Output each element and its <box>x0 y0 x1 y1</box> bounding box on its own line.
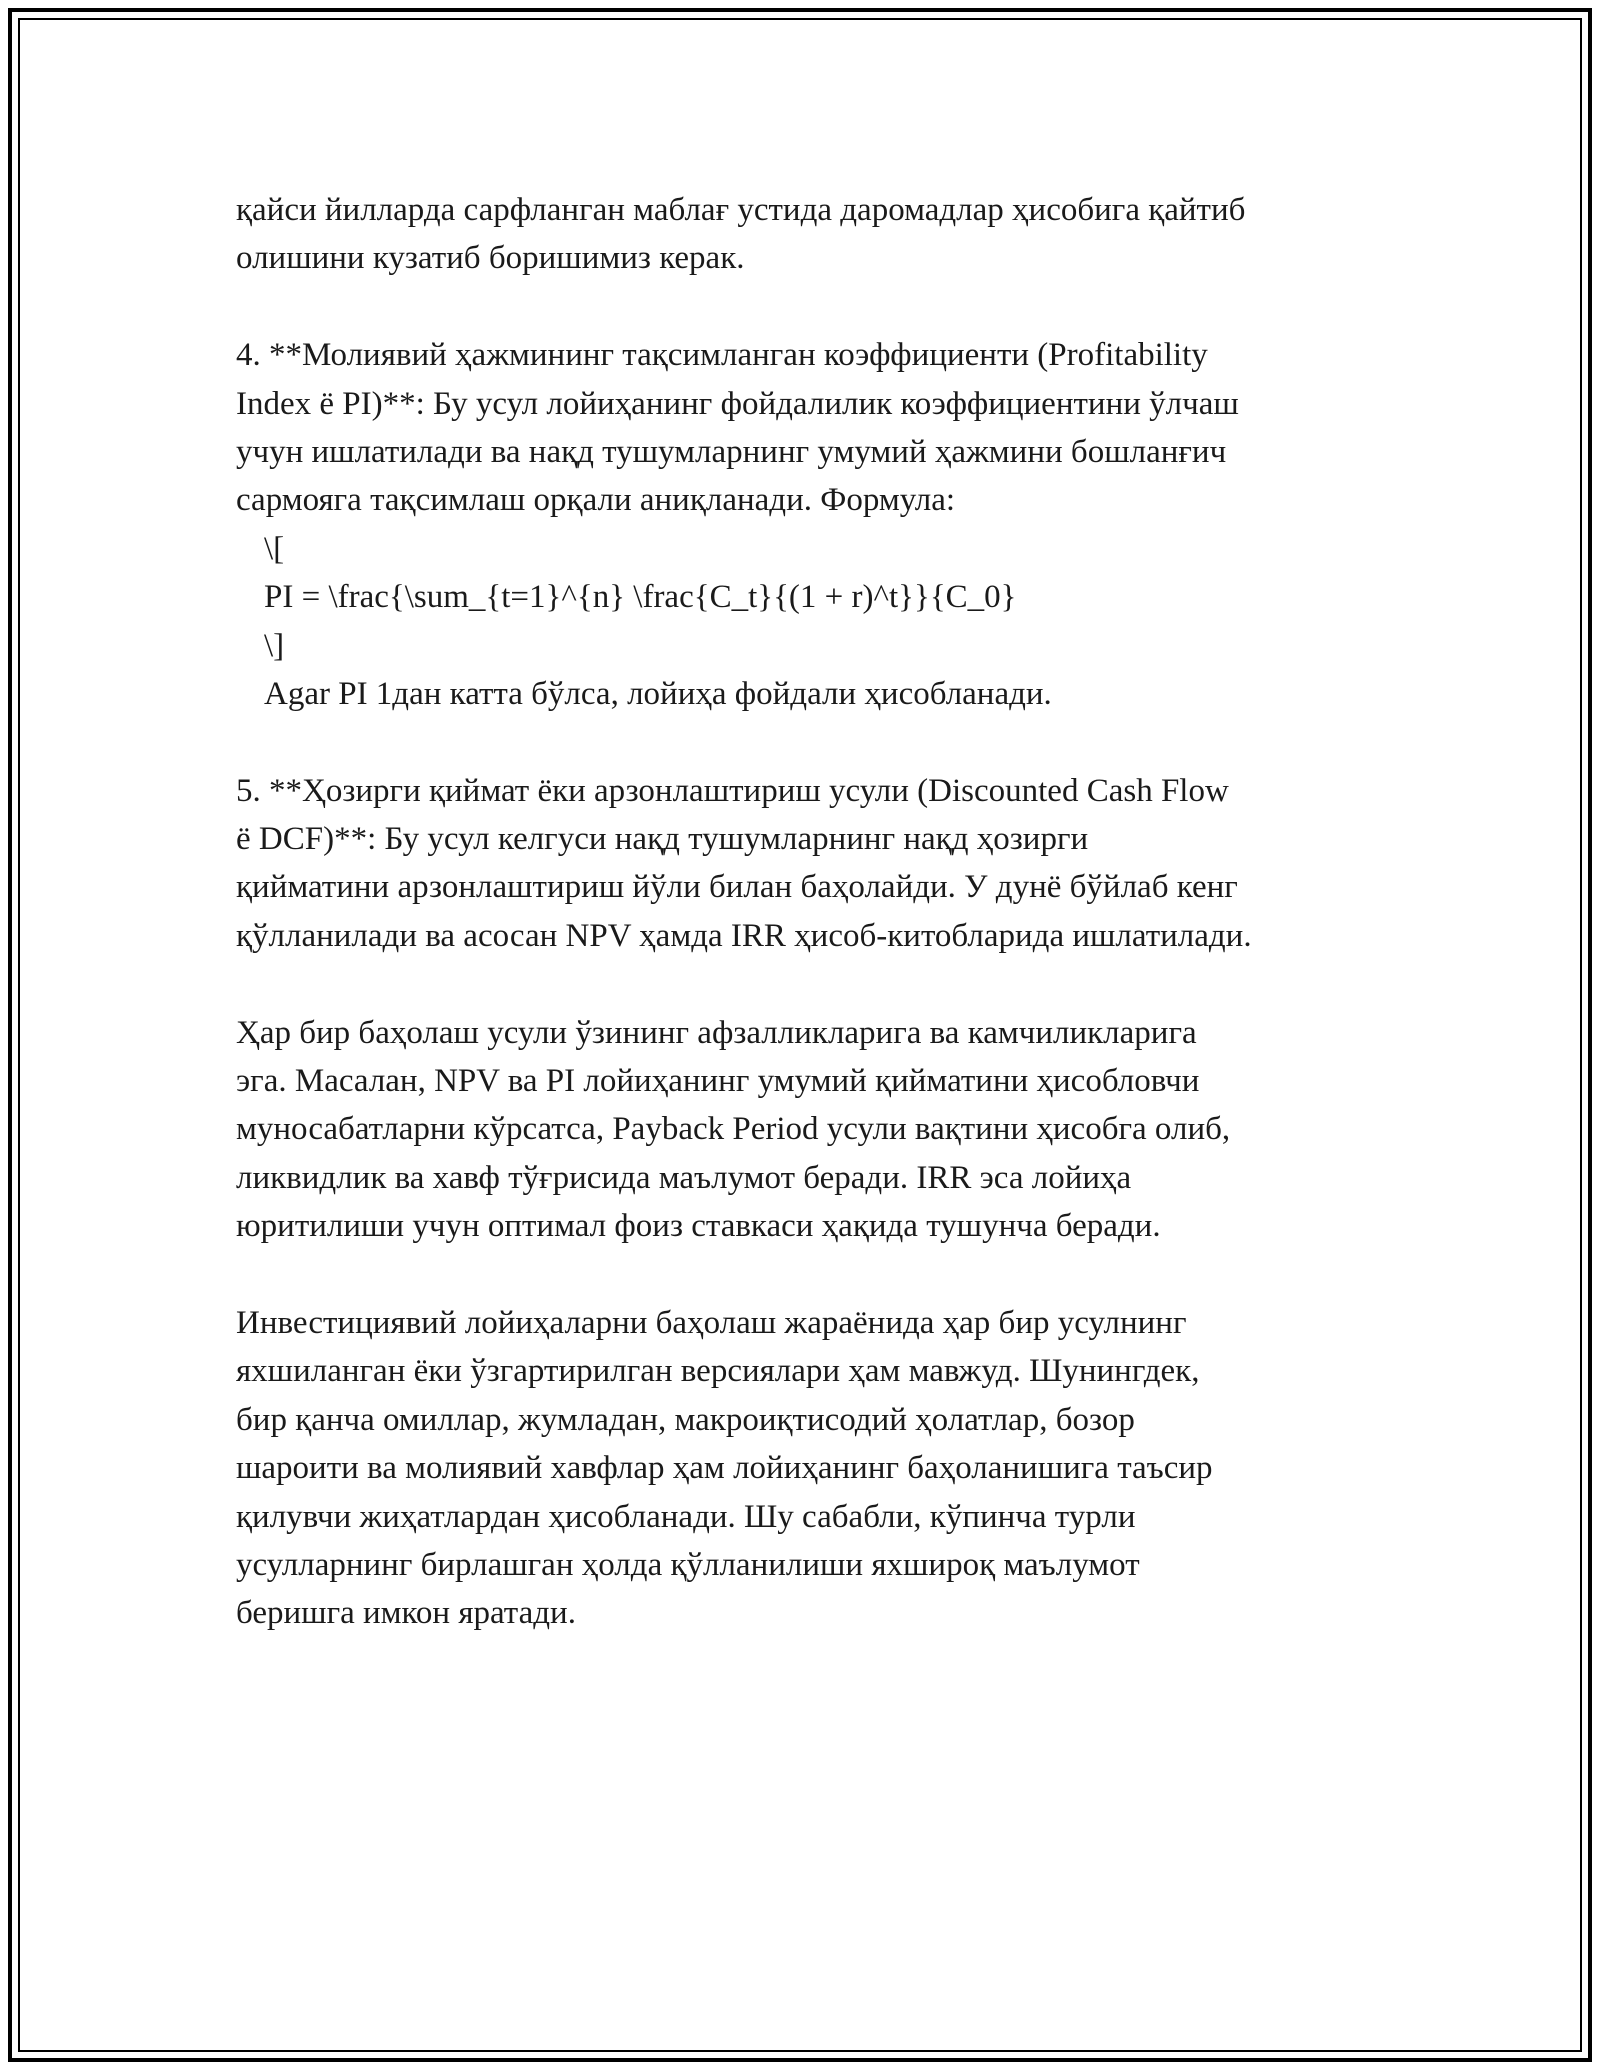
text-line: ё DCF)**: Бу усул келгуси нақд тушумларнинг нақд ҳозирги <box>236 821 1089 858</box>
text-line: Index ё PI)**: Бу усул лойиҳанинг фойдалилик коэффициентини ўлчаш <box>236 385 1239 422</box>
paragraph-gap <box>236 718 1386 766</box>
text-line: Ҳар бир баҳолаш усули ўзининг афзалликларига ва камчиликларига <box>236 1014 1197 1051</box>
paragraph-gap <box>236 283 1386 331</box>
text-line: қийматини арзонлаштириш йўли билан баҳолайди. У дунё бўйлаб кенг <box>236 869 1238 906</box>
text-line: сармояга тақсимлаш орқали аниқланади. Формула: <box>236 482 956 519</box>
paragraph-continuation <box>236 186 1386 283</box>
text-line: шароити ва молиявий хавфлар ҳам лойиҳанинг баҳоланишига таъсир <box>236 1450 1213 1487</box>
text-line: Инвестициявий лойиҳаларни баҳолаш жараёнида ҳар бир усулнинг <box>236 1304 1187 1341</box>
text-line: қайси йилларда сарфланган маблағ устида даромадлар ҳисобига қайтиб <box>236 192 1246 228</box>
formula-open: \[ <box>264 530 285 567</box>
formula-block <box>236 525 1386 719</box>
text-line: ликвидлик ва хавф тўғрисида маълумот беради. IRR эса лойиҳа <box>236 1159 1132 1196</box>
text-line: қўлланилади ва асосан NPV ҳамда IRR ҳисоб-китобларида ишлатилади. <box>236 917 1252 954</box>
paragraph-gap <box>236 1251 1386 1299</box>
text-line: усулларнинг бирлашган ҳолда қўлланилиши яхшироқ маълумот <box>236 1546 1140 1583</box>
text-line: қилувчи жиҳатлардан ҳисобланади. Шу сабабли, кўпинча турли <box>236 1498 1136 1535</box>
paragraph-comparison <box>236 1009 1386 1251</box>
document-body <box>236 186 1386 1638</box>
text-line: олишини кузатиб боришимиз керак. <box>236 240 745 277</box>
text-line: беришга имкон яратади. <box>236 1595 576 1632</box>
text-line: учун ишлатилади ва нақд тушумларнинг умумий ҳажмини бошланғич <box>236 433 1227 470</box>
text-line: муносабатларни кўрсатса, Payback Period усули вақтини ҳисобга олиб, <box>236 1111 1231 1148</box>
formula-close: \] <box>264 627 285 664</box>
paragraph-gap <box>236 960 1386 1008</box>
text-line: эга. Масалан, NPV ва PI лойиҳанинг умумий қийматини ҳисобловчи <box>236 1063 1200 1100</box>
formula-note: Agar PI 1дан катта бўлса, лойиҳа фойдали ҳисобланади. <box>264 675 1052 712</box>
text-line: 5. **Ҳозирги қиймат ёки арзонлаштириш усули (Discounted Cash Flow <box>236 772 1229 809</box>
formula-expression: PI = \frac{\sum_{t=1}^{n} \frac{C_t}{(1 + r)^t}}{C_0} <box>264 579 1017 616</box>
text-line: 4. **Молиявий ҳажмининг тақсимланган коэффициенти (Profitability <box>236 337 1208 374</box>
text-line: яхшиланган ёки ўзгартирилган версиялари ҳам мавжуд. Шунингдек, <box>236 1353 1200 1390</box>
text-line: юритилиши учун оптимал фоиз ставкаси ҳақида тушунча беради. <box>236 1208 1161 1245</box>
paragraph-conclusion <box>236 1299 1386 1638</box>
paragraph-item-5 <box>236 767 1386 961</box>
paragraph-item-4 <box>236 331 1386 718</box>
text-line: бир қанча омиллар, жумладан, макроиқтисодий ҳолатлар, бозор <box>236 1401 1135 1438</box>
